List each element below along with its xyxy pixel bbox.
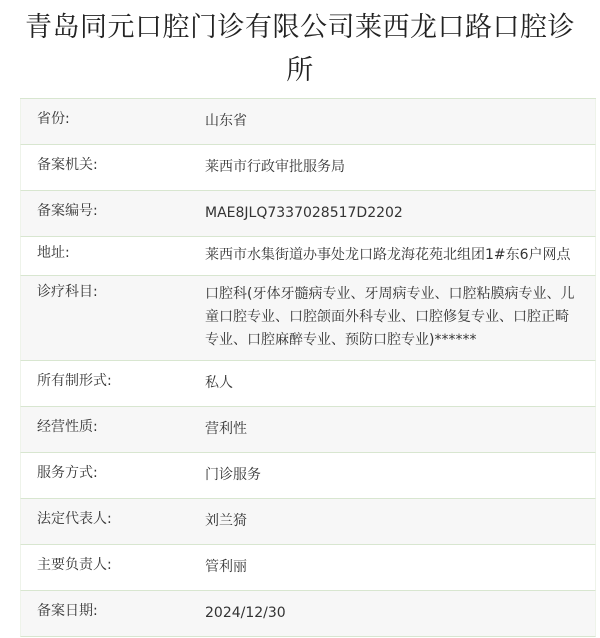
table-row-address [20,237,596,276]
table-row-record-number [20,191,596,237]
table-row-principal [20,545,596,591]
row-label: 地址: [37,245,70,261]
info-table [20,98,596,637]
row-label: 法定代表人: [37,511,112,527]
table-row-treatment-scope [20,276,596,361]
row-value: 山东省 [205,113,247,129]
row-value: 2024/12/30 [205,605,286,621]
row-value: 私人 [205,375,233,391]
row-label: 经营性质: [37,419,98,435]
row-label: 备案日期: [37,603,98,619]
row-value: 莱西市行政审批服务局 [205,159,345,175]
row-label: 备案机关: [37,157,98,173]
row-label: 所有制形式: [37,373,112,389]
table-row-authority [20,145,596,191]
row-value: 门诊服务 [205,467,261,483]
row-value: 口腔科(牙体牙髓病专业、牙周病专业、口腔粘膜病专业、儿童口腔专业、口腔颌面外科专业、口腔修复专业、口腔正畸专业、口腔麻醉专业、预防口腔专业)****** [205,286,575,348]
row-label: 主要负责人: [37,557,112,573]
table-row-business-nature [20,407,596,453]
row-value: 营利性 [205,421,247,437]
table-row-ownership [20,361,596,407]
row-value: MAE8JLQ7337028517D2202 [205,205,403,221]
row-label: 省份: [37,111,70,127]
table-row-legal-representative [20,499,596,545]
page-title: 青岛同元口腔门诊有限公司莱西龙口路口腔诊所 [25,12,575,86]
table-row-record-date [20,591,596,637]
row-label: 服务方式: [37,465,98,481]
row-label: 备案编号: [37,203,98,219]
row-value: 刘兰猗 [205,513,247,529]
row-label: 诊疗科目: [37,284,98,300]
table-row-province [20,99,596,145]
row-value: 莱西市水集街道办事处龙口路龙海花苑北组团1#东6户网点 [205,247,571,263]
row-value: 管利丽 [205,559,247,575]
table-row-service-type [20,453,596,499]
